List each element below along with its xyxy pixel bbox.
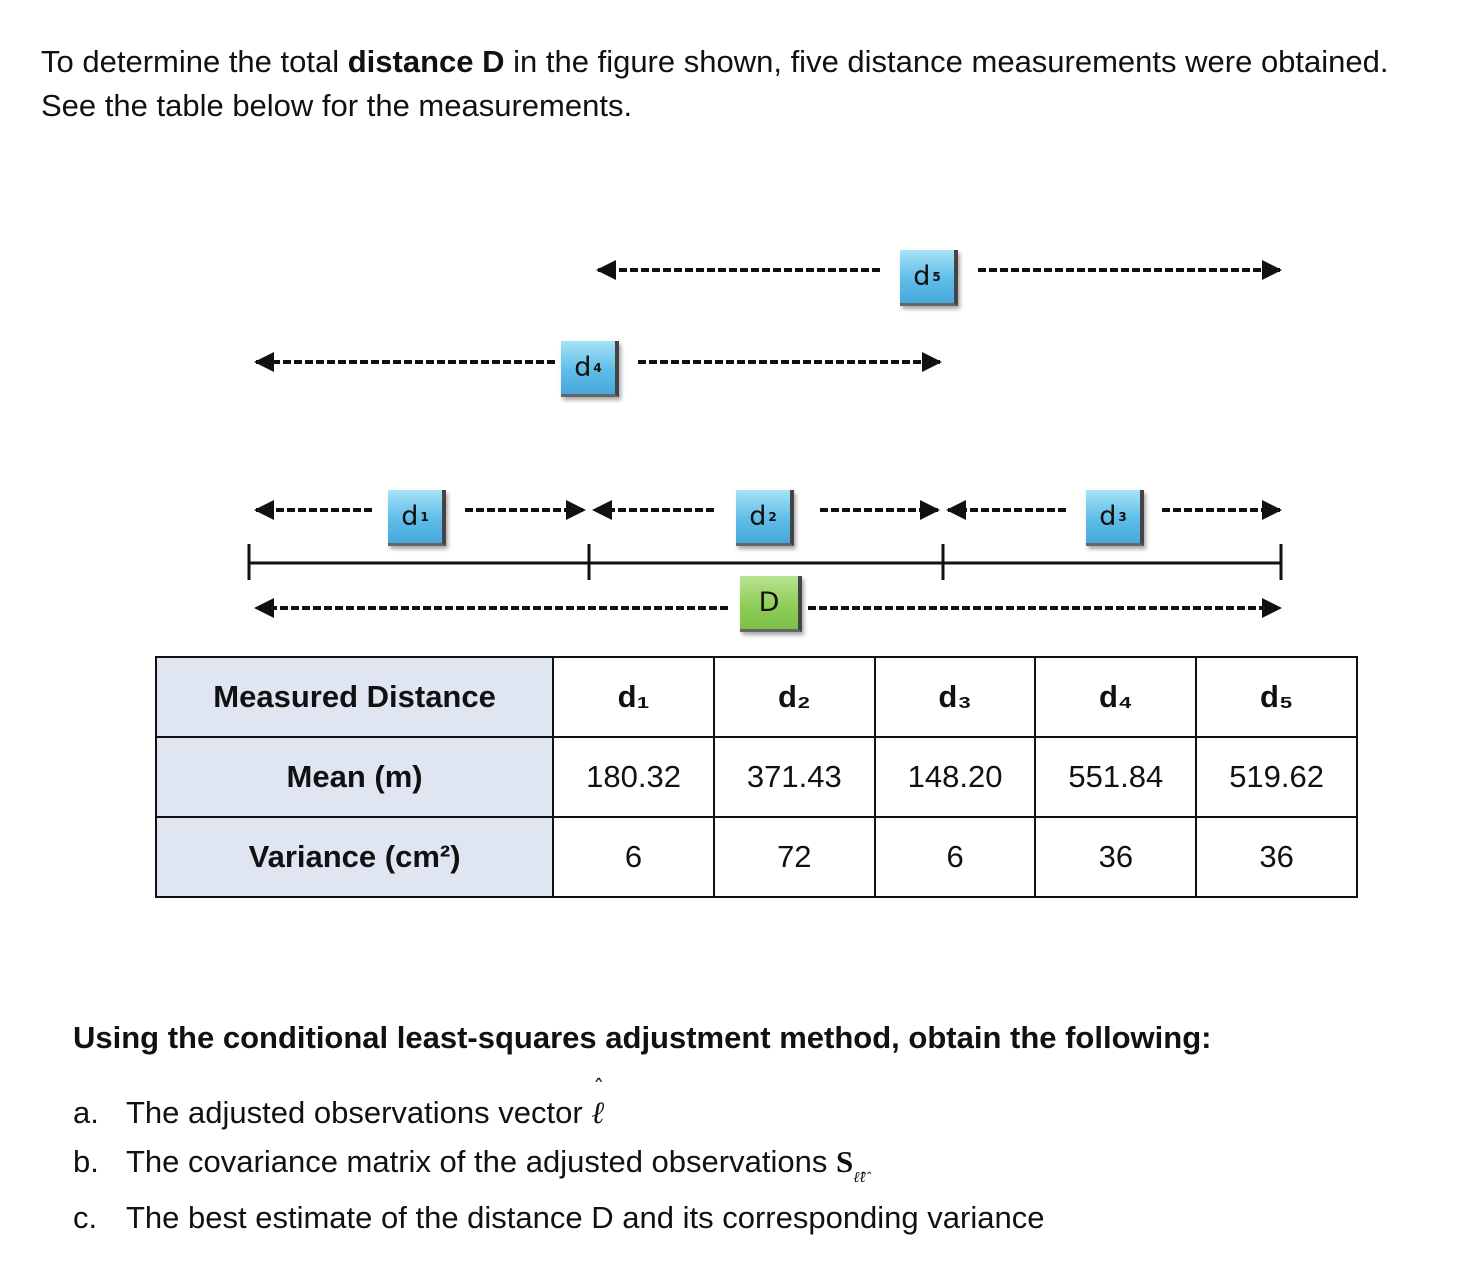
intro-text-end: in the figure shown, five distance measurements were obtained. See the table below for the measurements. [41, 44, 1389, 123]
col-header-d5: d₅ [1196, 657, 1357, 737]
mean-d3: 148.20 [875, 737, 1036, 817]
item-b-text: The covariance matrix of the adjusted observations [126, 1144, 836, 1179]
table-row-variance [156, 817, 1357, 897]
d5-label-box: d 5 [900, 250, 958, 306]
mean-d4: 551.84 [1035, 737, 1196, 817]
item-a-text: The adjusted observations vector [126, 1095, 592, 1130]
col-header-d2: d₂ [714, 657, 875, 737]
d4-label-box: d 4 [561, 341, 619, 397]
mean-d2: 371.43 [714, 737, 875, 817]
col-header-d1: d₁ [553, 657, 714, 737]
measurements-table [155, 656, 1358, 898]
covariance-symbol-subscript: ℓ̂ℓ̂ [853, 1168, 866, 1186]
d3-label-box: d 3 [1086, 490, 1144, 546]
d1-label-box: d 1 [388, 490, 446, 546]
variance-d4: 36 [1035, 817, 1196, 897]
variance-d2: 72 [714, 817, 875, 897]
D-label-box: D [740, 576, 802, 632]
task-item-c [73, 1200, 1044, 1236]
intro-bold-term: distance D [347, 44, 505, 79]
variance-d5: 36 [1196, 817, 1357, 897]
table-row-mean [156, 737, 1357, 817]
row-header-variance: Variance (cm²) [156, 817, 553, 897]
ell-hat-symbol: ˆ ℓ [591, 1077, 605, 1131]
d2-label-box: d 2 [736, 490, 794, 546]
intro-text-start: To determine the total [41, 44, 348, 79]
task-item-b [73, 1144, 866, 1186]
item-c-letter: c. [73, 1200, 98, 1235]
variance-d1: 6 [553, 817, 714, 897]
table-header-row [156, 657, 1357, 737]
mean-d5: 519.62 [1196, 737, 1357, 817]
variance-d3: 6 [875, 817, 1036, 897]
task-heading: Using the conditional least-squares adjustment method, obtain the following: [73, 1020, 1212, 1055]
item-a-letter: a. [73, 1095, 99, 1130]
task-item-a [73, 1077, 605, 1131]
mean-d1: 180.32 [553, 737, 714, 817]
col-header-d4: d₄ [1035, 657, 1196, 737]
col-header-d3: d₃ [875, 657, 1036, 737]
row-header-measured-distance: Measured Distance [156, 657, 553, 737]
covariance-symbol-S: S [835, 1144, 854, 1179]
item-b-letter: b. [73, 1144, 99, 1179]
row-header-mean: Mean (m) [156, 737, 553, 817]
item-c-text: The best estimate of the distance D and its corresponding variance [126, 1200, 1045, 1235]
